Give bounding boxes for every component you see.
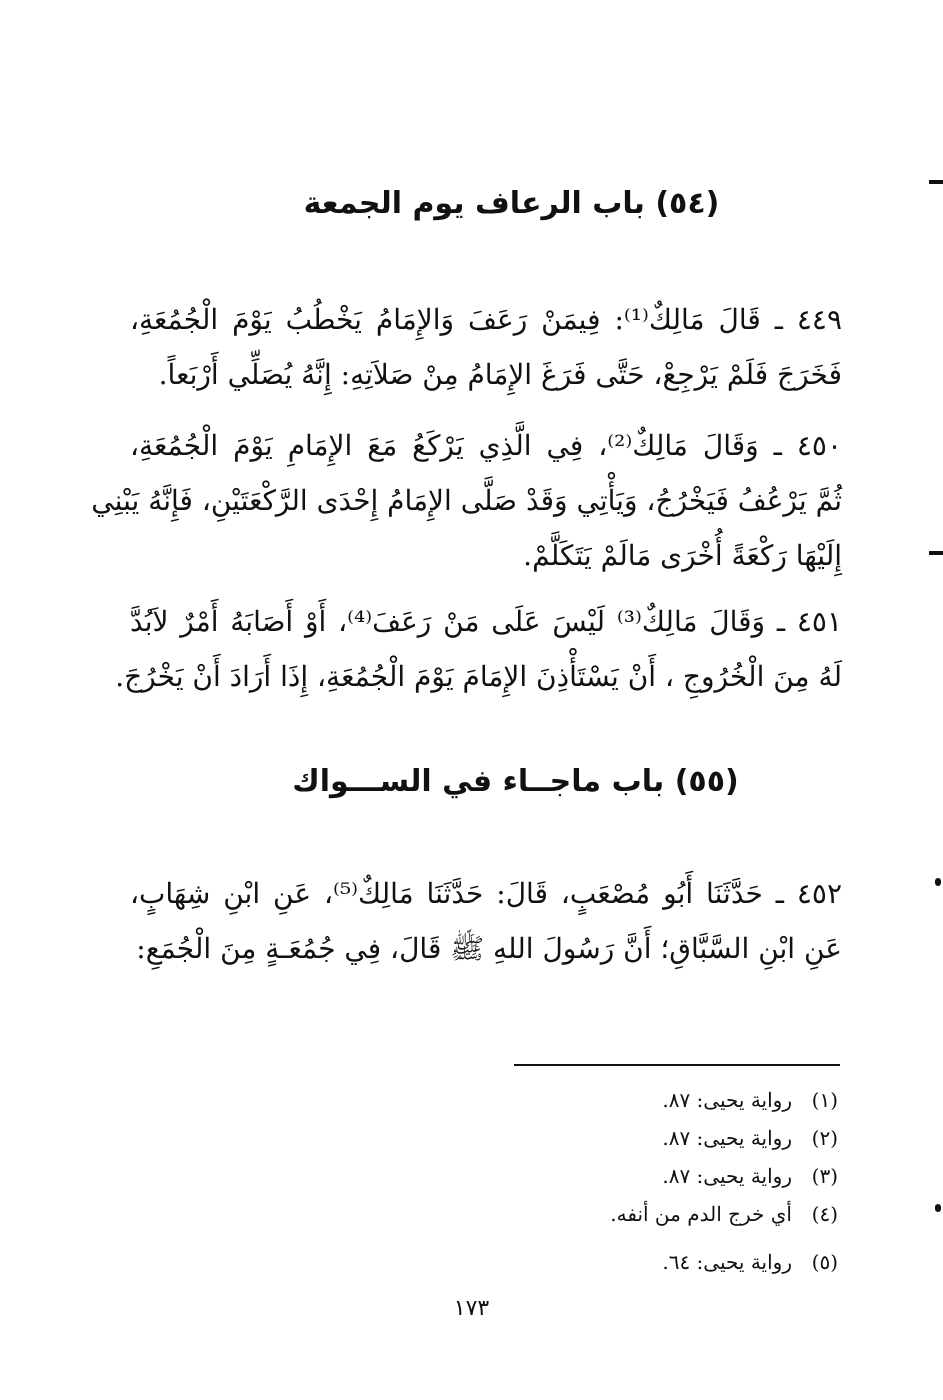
section-heading-55: (٥٥) باب ماجــاء في الســـواك — [292, 764, 739, 799]
footnote-number: (٣) — [811, 1164, 838, 1188]
paragraph-line: ٤٥١ ـ وَقَالَ مَالِكٌ⁽³⁾ لَيْسَ عَلَى مَنْ رَعَفَ⁽⁴⁾، أَوْ أَصَابَهُ أَمْرٌ لاَبُدَّ — [130, 605, 842, 638]
footnote-item — [460, 1088, 838, 1126]
paragraph-line: ٤٤٩ ـ قَالَ مَالِكٌ⁽¹⁾: فِيمَنْ رَعَفَ وَالإِمَامُ يَخْطُبُ يَوْمَ الْجُمُعَةِ، — [130, 303, 843, 336]
footnotes — [460, 1088, 838, 1288]
footnote-text: رواية يحيى: ٦٤. — [662, 1250, 792, 1274]
scan-edge-mark — [929, 180, 943, 184]
scan-edge-mark — [935, 878, 941, 886]
paragraph-451 — [115, 594, 842, 704]
footnote-text: رواية يحيى: ٨٧. — [662, 1126, 792, 1150]
paragraph-line: إِلَيْهَا رَكْعَةً أُخْرَى مَالَمْ يَتَكَلَّمْ. — [523, 539, 842, 572]
footnote-number: (٥) — [811, 1250, 838, 1274]
paragraph-450 — [91, 418, 842, 583]
footnote-divider — [514, 1064, 840, 1066]
paragraph-line: ٤٥٢ ـ حَدَّثَنَا أَبُو مُصْعَبٍ، قَالَ: حَدَّثَنَا مَالِكٌ⁽⁵⁾، عَنِ ابْنِ شِهَابٍ، — [130, 877, 842, 910]
paragraph-line: ثُمَّ يَرْعُفُ فَيَخْرُجُ، وَيَأْتِي وَقَدْ صَلَّى الإِمَامُ إِحْدَى الرَّكْعَتَيْنِ، فَإِنَّهُ يَبْنِي — [91, 484, 842, 517]
paragraph-line: ٤٥٠ ـ وَقَالَ مَالِكٌ⁽²⁾، فِي الَّذِي يَرْكَعُ مَعَ الإِمَامِ يَوْمَ الْجُمُعَةِ، — [130, 429, 842, 462]
footnote-item — [460, 1126, 838, 1164]
paragraph-449 — [130, 292, 842, 402]
footnote-number: (٢) — [811, 1126, 838, 1150]
footnote-number: (٤) — [811, 1202, 838, 1226]
paragraph-line: فَخَرَجَ فَلَمْ يَرْجِعْ، حَتَّى فَرَغَ الإِمَامُ مِنْ صَلاَتِهِ: إِنَّهُ يُصَلِّي أَرْبَعاً. — [158, 358, 842, 391]
footnote-text: رواية يحيى: ٨٧. — [662, 1088, 792, 1112]
paragraph-line: عَنِ ابْنِ السَّبَّاقِ؛ أَنَّ رَسُولَ اللهِ ﷺ قَالَ، فِي جُمُعَـةٍ مِنَ الْجُمَعِ: — [136, 932, 842, 965]
paragraph-452 — [130, 866, 842, 976]
paragraph-line: لَهُ مِنَ الْخُرُوجِ ، أَنْ يَسْتَأْذِنَ الإِمَامَ يَوْمَ الْجُمُعَةِ، إِذَا أَرَادَ أَنْ يَخْرُجَ. — [115, 660, 842, 693]
footnote-text: أي خرج الدم من أنفه. — [610, 1202, 792, 1226]
footnote-number: (١) — [811, 1088, 838, 1112]
scan-edge-mark — [929, 551, 943, 555]
footnote-text: رواية يحيى: ٨٧. — [662, 1164, 792, 1188]
scan-edge-mark — [935, 1204, 941, 1212]
footnote-item — [460, 1202, 838, 1240]
page-number: ١٧٣ — [453, 1296, 490, 1321]
footnote-item — [460, 1164, 838, 1202]
section-heading-54: (٥٤) باب الرعاف يوم الجمعة — [303, 186, 720, 221]
footnote-item — [460, 1250, 838, 1288]
